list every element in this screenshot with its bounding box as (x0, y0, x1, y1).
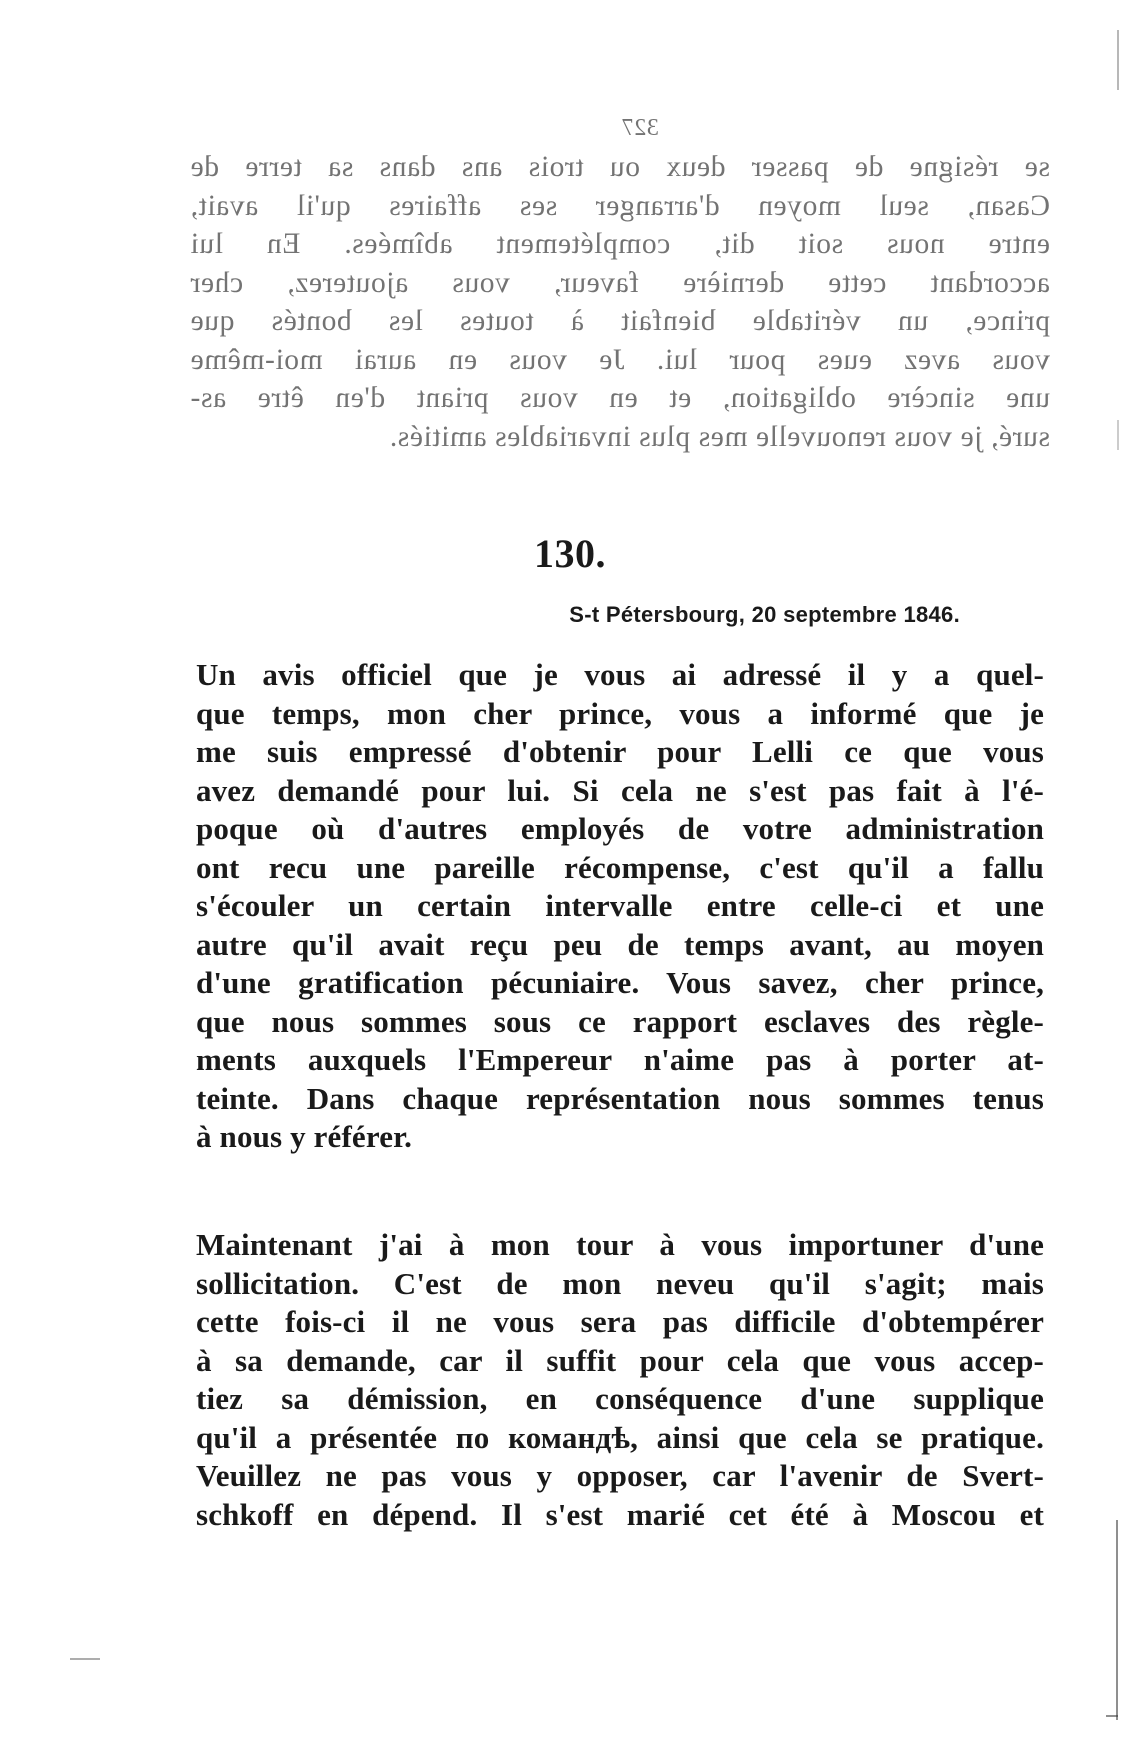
text-line: teinte. Dans chaque représentation nous sommes tenus (196, 1080, 1044, 1116)
scan-edge-mark (70, 1658, 100, 1660)
text-line: poque où d'autres employés de votre administration (196, 811, 1044, 846)
bleed-line: entre nous soit dit, complétement abîmées. En lui (190, 228, 1050, 260)
text-line: ments auxquels l'Empereur n'aime pas à porter at- (196, 1042, 1044, 1077)
bleed-line: suré, je vous renouvelle mes plus invariables amitiés. (389, 420, 1050, 453)
text-line: à sa demande, car il suffit pour cela que vous accep- (196, 1342, 1044, 1378)
bleed-line: prince, un véritable bienfait à toutes les bontés que (190, 305, 1050, 337)
scan-edge-mark (1106, 1715, 1118, 1717)
text-line: s'écouler un certain intervalle entre celle-ci et une (196, 888, 1044, 923)
bleed-line: une sincère obligation, et en vous priant d'en être as- (190, 382, 1050, 414)
text-line: que temps, mon cher prince, vous a informé que je (196, 695, 1044, 731)
letter-number: 130. (534, 531, 606, 576)
text-line: avez demandé pour lui. Si cela ne s'est pas fait à l'é- (196, 772, 1044, 808)
bleed-line: se résigne de passer deux ou trois ans dans sa terre de (190, 151, 1050, 183)
bleed-line: vous avez eues pour lui. Je vous en aurai moi-même (190, 343, 1050, 376)
text-line: qu'il a présentée по командѣ, ainsi que cela se pratique. (196, 1419, 1044, 1455)
text-line: cette fois-ci il ne vous sera pas difficile d'obtempérer (196, 1304, 1044, 1339)
text-line: d'une gratification pécuniaire. Vous savez, cher prince, (196, 965, 1044, 1000)
text-line: que nous sommes sous ce rapport esclaves des règle- (196, 1003, 1044, 1039)
scan-edge-mark (1117, 420, 1119, 450)
bleed-line: accordant cette dernière faveur, vous ajouterez, cher (190, 266, 1050, 299)
bleed-page-number: 327 (621, 115, 659, 141)
letter-paragraph-2 (196, 1226, 1044, 1534)
text-line: Maintenant j'ai à mon tour à vous importuner d'une (196, 1227, 1044, 1262)
scan-edge-mark (1116, 1520, 1118, 1720)
text-line: ont recu une pareille récompense, c'est qu'il a fallu (196, 849, 1044, 885)
bleed-through-text (190, 108, 1050, 456)
scan-edge-mark (1117, 30, 1119, 90)
text-line: schkoff en dépend. Il s'est marié cet été à Moscou et (196, 1496, 1044, 1532)
letter-dateline: S-t Pétersbourg, 20 septembre 1846. (569, 602, 960, 627)
text-line: tiez sa démission, en conséquence d'une supplique (196, 1381, 1044, 1416)
text-line: autre qu'il avait reçu peu de temps avant, au moyen (196, 926, 1044, 962)
bleed-line: Casan, seul moyen d'arranger ses affaires qu'il avait, (190, 189, 1050, 222)
text-line: sollicitation. C'est de mon neveu qu'il s'agit; mais (196, 1265, 1044, 1301)
text-line: Un avis officiel que je vous ai adressé il y a quel- (196, 657, 1044, 692)
text-line: Veuillez ne pas vous y opposer, car l'avenir de Svert- (196, 1458, 1044, 1493)
letter-paragraph-1 (196, 656, 1044, 1157)
text-line: à nous y référer. (196, 1119, 413, 1154)
text-line: me suis empressé d'obtenir pour Lelli ce que vous (196, 734, 1044, 769)
